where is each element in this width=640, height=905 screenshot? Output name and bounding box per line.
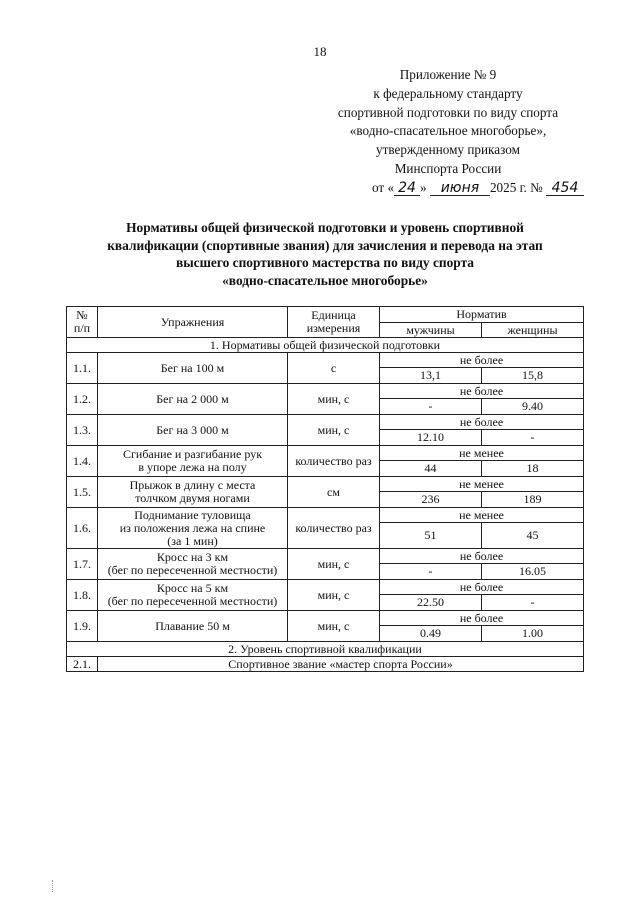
- women-value: 45: [482, 523, 584, 549]
- appendix-line: спортивной подготовки по виду спорта: [337, 104, 559, 120]
- order-date-line: [298, 179, 598, 198]
- exercise-name: Кросс на 3 км (бег по пересеченной местности): [98, 549, 288, 580]
- condition-cell: не более: [380, 611, 584, 626]
- row-number: 1.7.: [67, 549, 98, 580]
- appendix-line: «водно-спасательное многоборье»,: [349, 123, 547, 139]
- section-row: [67, 642, 584, 657]
- women-value: -: [482, 595, 584, 611]
- men-value: -: [380, 564, 482, 580]
- title-line: Нормативы общей физической подготовки и уровень спортивной: [126, 220, 524, 235]
- handwritten-order-number: 454: [546, 181, 584, 196]
- unit-cell: с: [288, 353, 380, 384]
- title-line: высшего спортивного мастерства по виду спорта: [175, 255, 475, 270]
- condition-cell: не менее: [380, 446, 584, 461]
- row-number: 1.5.: [67, 477, 98, 508]
- exercise-name: Плавание 50 м: [98, 611, 288, 642]
- unit-cell: мин, с: [288, 580, 380, 611]
- table-row: [67, 580, 584, 595]
- men-value: 13,1: [380, 368, 482, 384]
- appendix-line: к федеральному стандарту: [373, 85, 523, 101]
- title-line: «водно-спасательное многоборье»: [222, 272, 428, 288]
- condition-cell: не более: [380, 384, 584, 399]
- row-number: 1.8.: [67, 580, 98, 611]
- handwritten-month: июня: [430, 181, 490, 196]
- date-year: 2025 г. №: [489, 179, 543, 195]
- header-unit: Единица измерения: [288, 307, 380, 338]
- row-number: 1.6.: [67, 508, 98, 549]
- unit-cell: см: [288, 477, 380, 508]
- unit-cell: мин, с: [288, 549, 380, 580]
- date-prefix: от «: [371, 179, 395, 195]
- page-number: 18: [313, 44, 327, 59]
- unit-cell: количество раз: [288, 508, 380, 549]
- table-row: [67, 415, 584, 430]
- norms-table-body: [67, 307, 584, 672]
- table-row: [67, 477, 584, 492]
- men-value: 22.50: [380, 595, 482, 611]
- header-row: [67, 307, 584, 323]
- header-women: женщины: [482, 323, 584, 338]
- condition-cell: не более: [380, 353, 584, 368]
- unit-cell: мин, с: [288, 415, 380, 446]
- header-num: № п/п: [67, 307, 98, 338]
- qualification-text: Спортивное звание «мастер спорта России»: [98, 657, 584, 672]
- table-row: [67, 549, 584, 564]
- appendix-block: [298, 66, 598, 198]
- table-row: [67, 657, 584, 672]
- women-value: 15,8: [482, 368, 584, 384]
- margin-mark: [52, 880, 55, 892]
- appendix-line: Приложение № 9: [399, 67, 497, 82]
- women-value: 1.00: [482, 626, 584, 642]
- appendix-line: утвержденному приказом: [376, 142, 520, 158]
- header-exercise: Упражнения: [98, 307, 288, 338]
- men-value: 44: [380, 461, 482, 477]
- section-1-title: 1. Нормативы общей физической подготовки: [67, 338, 584, 353]
- table-row: [67, 611, 584, 626]
- men-value: 0.49: [380, 626, 482, 642]
- section-2-title: 2. Уровень спортивной квалификации: [67, 642, 584, 657]
- unit-cell: количество раз: [288, 446, 380, 477]
- date-mid: »: [420, 179, 427, 195]
- row-number: 1.1.: [67, 353, 98, 384]
- header-norm: Норматив: [380, 307, 584, 323]
- header-men: мужчины: [380, 323, 482, 338]
- condition-cell: не менее: [380, 477, 584, 492]
- row-number: 1.2.: [67, 384, 98, 415]
- men-value: 12.10: [380, 430, 482, 446]
- row-number: 2.1.: [67, 657, 98, 672]
- row-number: 1.9.: [67, 611, 98, 642]
- row-number: 1.4.: [67, 446, 98, 477]
- men-value: 51: [380, 523, 482, 549]
- unit-cell: мин, с: [288, 384, 380, 415]
- section-row: [67, 338, 584, 353]
- women-value: 16.05: [482, 564, 584, 580]
- condition-cell: не более: [380, 580, 584, 595]
- condition-cell: не менее: [380, 508, 584, 523]
- title-line: квалификации (спортивные звания) для зачисления и перевода на этап: [107, 237, 543, 253]
- exercise-name: Бег на 2 000 м: [98, 384, 288, 415]
- exercise-name: Сгибание и разгибание рук в упоре лежа на полу: [98, 446, 288, 477]
- women-value: -: [482, 430, 584, 446]
- table-row: [67, 384, 584, 399]
- unit-cell: мин, с: [288, 611, 380, 642]
- exercise-name: Бег на 100 м: [98, 353, 288, 384]
- condition-cell: не более: [380, 415, 584, 430]
- table-row: [67, 446, 584, 461]
- table-row: [67, 508, 584, 523]
- exercise-name: Бег на 3 000 м: [98, 415, 288, 446]
- row-number: 1.3.: [67, 415, 98, 446]
- table-row: [67, 353, 584, 368]
- condition-cell: не более: [380, 549, 584, 564]
- document-title: [60, 219, 590, 289]
- women-value: 18: [482, 461, 584, 477]
- men-value: 236: [380, 492, 482, 508]
- women-value: 189: [482, 492, 584, 508]
- handwritten-day: 24: [394, 181, 420, 196]
- norms-table: [66, 306, 584, 672]
- exercise-name: Поднимание туловища из положения лежа на спине (за 1 мин): [98, 508, 288, 549]
- men-value: -: [380, 399, 482, 415]
- exercise-name: Прыжок в длину с места толчком двумя ногами: [98, 477, 288, 508]
- women-value: 9.40: [482, 399, 584, 415]
- exercise-name: Кросс на 5 км (бег по пересеченной местности): [98, 580, 288, 611]
- appendix-line: Минспорта России: [394, 160, 502, 176]
